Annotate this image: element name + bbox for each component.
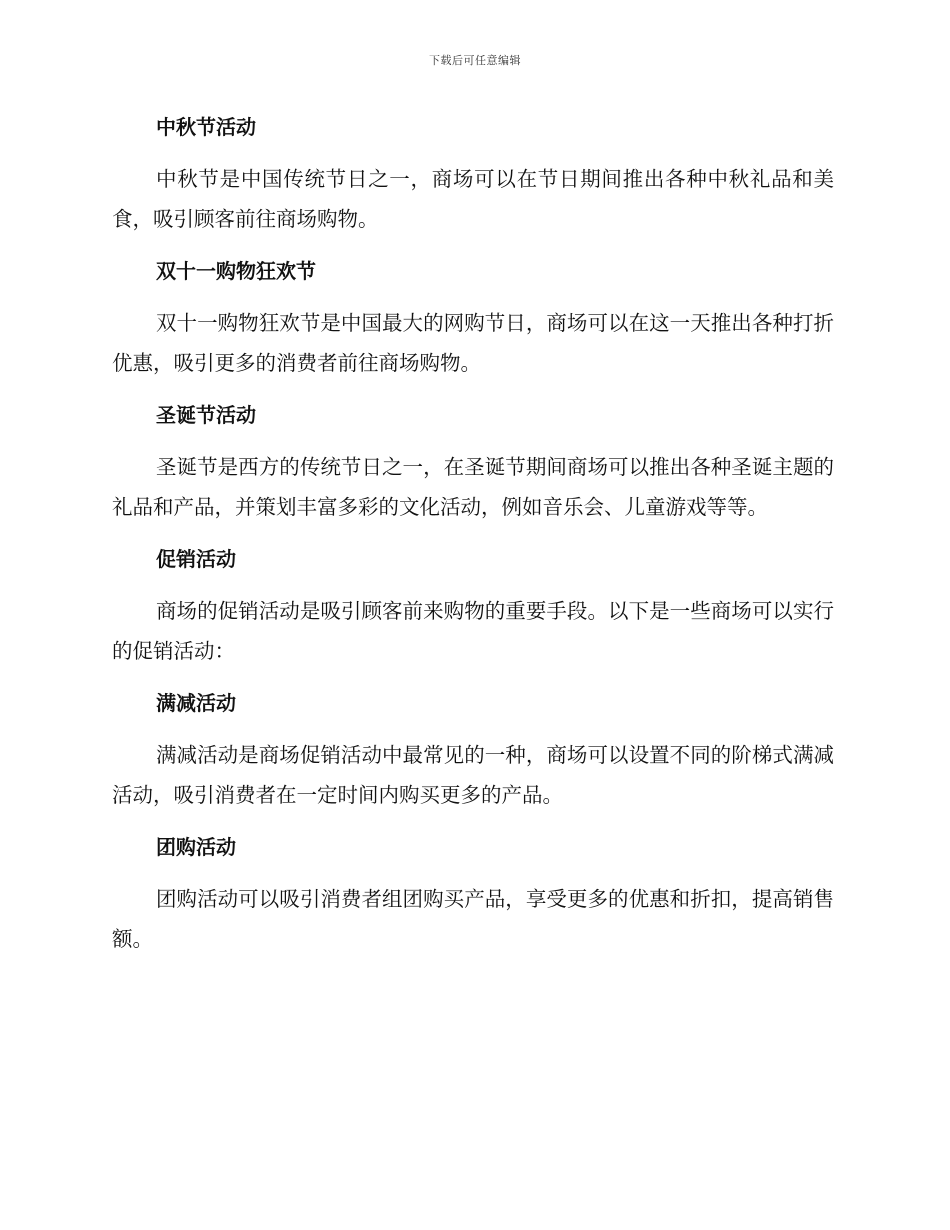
section-mid-autumn (112, 109, 834, 239)
section-heading: 双十一购物狂欢节 (156, 259, 316, 283)
section-group-buying (112, 829, 834, 959)
section-heading: 满减活动 (156, 691, 236, 715)
section-paragraph: 中秋节是中国传统节日之一，商场可以在节日期间推出各种中秋礼品和美食，吸引顾客前往商场购物。 (112, 167, 834, 231)
section-paragraph: 圣诞节是西方的传统节日之一，在圣诞节期间商场可以推出各种圣诞主题的礼品和产品，并策划丰富多彩的文化活动，例如音乐会、儿童游戏等等。 (112, 455, 834, 519)
section-paragraph: 满减活动是商场促销活动中最常见的一种，商场可以设置不同的阶梯式满减活动，吸引消费者在一定时间内购买更多的产品。 (112, 743, 834, 807)
section-double-eleven (112, 253, 834, 383)
document-body (112, 109, 834, 973)
section-paragraph: 商场的促销活动是吸引顾客前来购物的重要手段。以下是一些商场可以实行的促销活动： (112, 599, 834, 663)
section-heading: 团购活动 (156, 835, 236, 859)
section-heading: 中秋节活动 (156, 115, 256, 139)
section-paragraph: 双十一购物狂欢节是中国最大的网购节日，商场可以在这一天推出各种打折优惠，吸引更多的消费者前往商场购物。 (112, 311, 834, 375)
section-heading: 促销活动 (156, 547, 236, 571)
section-promotions (112, 541, 834, 671)
section-heading: 圣诞节活动 (156, 403, 256, 427)
section-christmas (112, 397, 834, 527)
section-full-reduction (112, 685, 834, 815)
page-header: 下载后可任意编辑 (429, 54, 521, 67)
section-paragraph: 团购活动可以吸引消费者组团购买产品，享受更多的优惠和折扣，提高销售额。 (112, 887, 834, 951)
